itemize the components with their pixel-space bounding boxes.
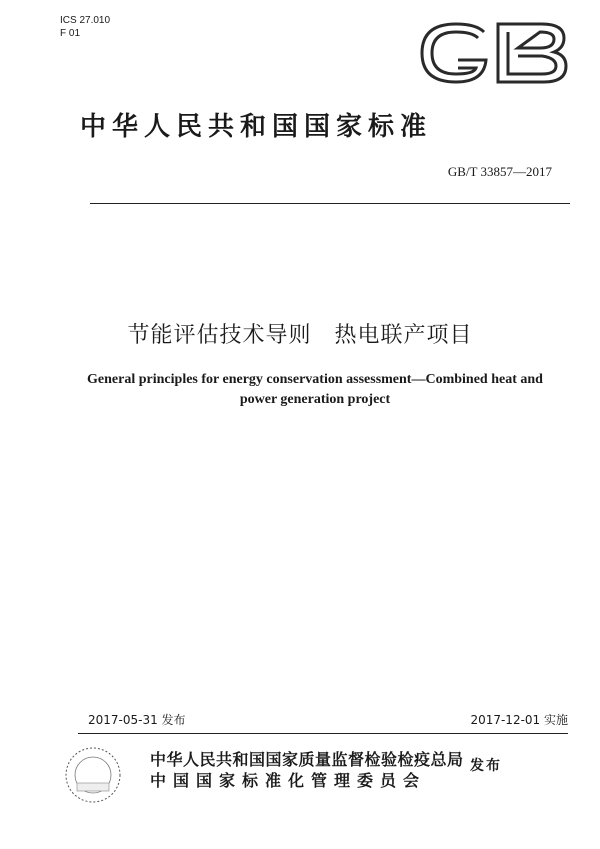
issuer-aqsiq: 中华人民共和国国家质量监督检验检疫总局 (150, 750, 464, 769)
title-en-line-2: power generation project (239, 392, 391, 407)
gb-logo (414, 20, 572, 86)
standard-category-title: 中华人民共和国国家标准 (80, 112, 433, 142)
footer-divider (78, 733, 568, 734)
classification-codes (60, 14, 110, 40)
header-divider (90, 203, 570, 204)
ccs-code: F 01 (60, 28, 81, 39)
publish-label: 发布 (470, 758, 502, 774)
issuer-sac: 中国国家标准化管理委员会 (150, 771, 427, 790)
title-en-line-1: General principles for energy conservation assessment—Combined heat and (87, 372, 543, 387)
document-title-chinese: 节能评估技术导则 热电联产项目 (127, 323, 473, 348)
anti-counterfeit-seal-icon (63, 745, 123, 805)
document-title-english (60, 370, 570, 410)
standard-number: GB/T 33857—2017 (447, 164, 552, 179)
issue-date: 2017-05-31 发布 (88, 713, 186, 727)
implementation-date: 2017-12-01 实施 (470, 713, 568, 727)
ics-code: ICS 27.010 (60, 15, 111, 26)
